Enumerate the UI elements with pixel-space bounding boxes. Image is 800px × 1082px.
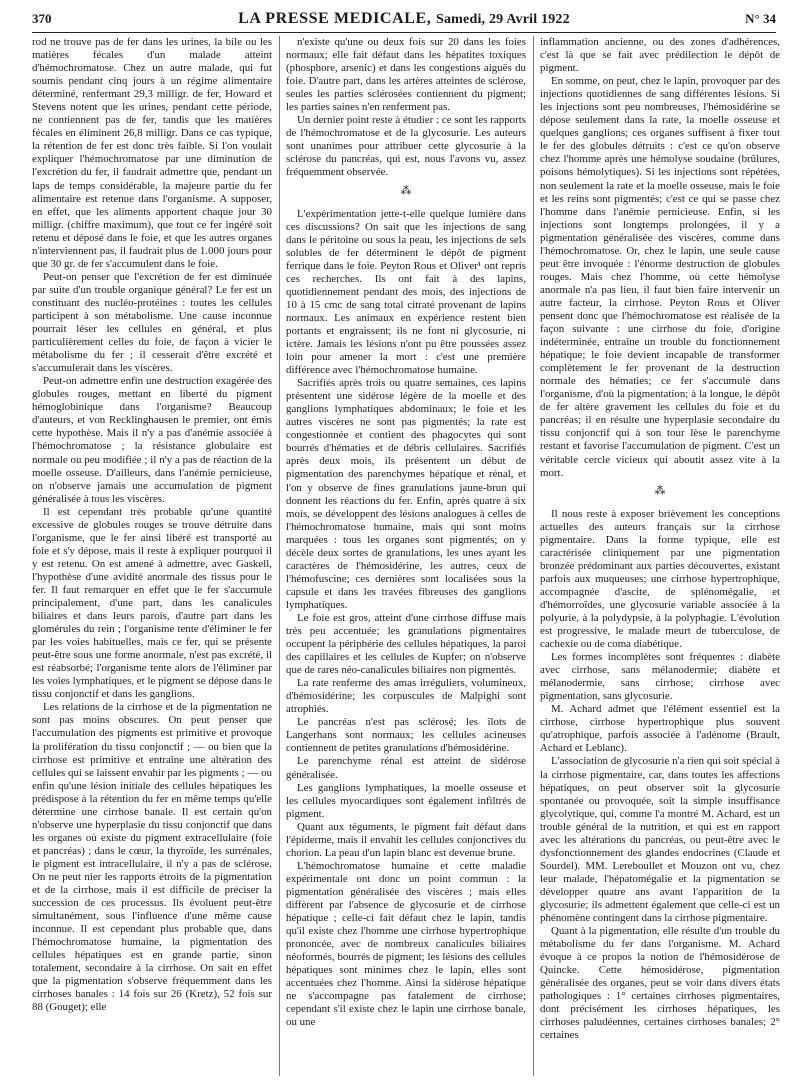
paragraph: n'existe qu'une ou deux fois sur 20 dans les foies normaux; elle fait défaut dans les hépatites toxiques (phosphore, arsenic) et dans les congestions aiguës du foie. D'autre part, dans les artères atteintes de sclérose, seules les parties sclérosées contiennent du pigment; les parties saines n'en renferment pas.: [286, 36, 526, 114]
paragraph: Les formes incomplètes sont fréquentes : diabète avec cirrhose, sans mélanodermie; diabète et mélanodermie, sans cirrhose; cirrhose avec pigmentation, sans glycosurie.: [540, 651, 780, 703]
page-number: 370: [32, 11, 52, 26]
page-header: [32, 6, 776, 33]
paragraph: Le parenchyme rénal est atteint de sidérose généralisée.: [286, 755, 526, 781]
column-1-text: [32, 36, 272, 1015]
paragraph: Il est cependant très probable qu'une quantité excessive de globules rouges se trouve détruite dans l'organisme, que le fer ainsi libéré est transporté au foie et s'y dépose, mais il reste à expliquer pourquoi il y est retenu. On est amené à admettre, avec Gaskell, l'hypothèse d'une avidité anormale des tissus pour le fer. Il faut remarquer en effet que le fer s'accumule principalement, d'une part, dans les canalicules biliaires et dans leurs parois, d'autre part dans les glomérules du rein ; l'organisme tente d'éliminer le fer par les voies habituelles, mais ce fer, qui se présente peut-être sous une forme anormale, n'est pas excrété, il est réabsorbé; l'organisme tente alors de l'éliminer par les voies lymphatiques, et le pigment se dépose dans le tissu conjonctif et dans les ganglions.: [32, 505, 272, 701]
column-2: [286, 36, 526, 1076]
paragraph: En somme, on peut, chez le lapin, provoquer par des injections quotidiennes de sang différentes lésions. Si les injections sont peu nombreuses, l'hémosidérine se dépose seulement dans la rate, la moelle osseuse et quelques ganglions; ces organes suffisent à fixer tout le fer des globules détruits : c'est ce qu'on observe chez l'homme après une hémolyse soudaine (brûlures, poisons hémolytiques). Si les injections sont répétées, non seulement la rate et la moelle osseuse, mais le foie et les reins sont pigmentés; c'est ce qui se passe chez l'homme dans l'anémie pernicieuse. Enfin, si les injections sont longtemps prolongées, il y a pigmentation généralisée des viscères, comme dans l'hémochromatose. Or, chez le lapin, une seule cause peut être invoquée : l'énorme destruction de globules rouges. Mais chez l'homme, où cette hémolyse anormale n'a pas lieu, il faut bien faire intervenir un autre facteur, la cirrhose. Peyton Rous et Oliver pensent donc que l'hémochromatose est réalisée de la façon suivante : une cirrhose du foie, d'origine indéterminée, entraîne un trouble du fonctionnement hépatique; le foie devient incapable de transformer complètement le fer provenant de la destruction normale des hématies; ce fer s'accumule dans l'organisme, d'où la pigmentation; à la longue, le dépôt de fer altère gravement les cellules du foie et du pancréas; il en résulte une hyperplasie secondaire du tissu conjonctif qui à son tour lèse le parenchyme restant et favorise l'accumulation de pigment. C'est un véritable cercle vicieux qui aboutit assez vite à la mort.: [540, 75, 780, 479]
paragraph: rod ne trouve pas de fer dans les urines, la bile ou les matières fécales d'un malade atteint d'hémochromatose. Chez un autre malade, qui fut soumis pendant cinq jours à un régime alimentaire déterminé, renfermant 29,3 milligr. de fer, Howard et Stevens notent que les urines, pendant cette période, ne contiennent pas de fer, tandis que les matières fécales en éliminent 26,8 milligr. Dans ce cas typique, la rétention de fer est donc très faible. Si l'on voulait expliquer l'hémochromatose par une diminution de l'excrétion du fer, il faudrait admettre que, pendant un laps de temps considérable, la majeure partie du fer alimentaire est retenue dans l'organisme. A supposer, en effet, que les aliments apportent chaque jour 30 milligr. (chiffre maximum), que tout ce fer ingéré soit retenu et déposé dans le foie, et que les autres organes n'interviennent pas, il faudrait plus de 1.000 jours pour que 30 gr. de fer s'accumulent dans le foie.: [32, 36, 272, 270]
paragraph: Sacrifiés après trois ou quatre semaines, ces lapins présentent une sidérose légère de la moelle et des ganglions lymphatiques abdominaux; le foie et les autres viscères ne sont pas pigmentés; la rate est congestionnée et contient des phagocytes qui sont bourrés d'hématies et de débris cellulaires. Sacrifiés après deux mois, ils présentent un début de pigmentation des parenchymes hépatique et rénal, et l'on y observe de fines granulations jaune-brun qui donnent les réactions du fer. Enfin, après quatre à six mois, se développent des lésions analogues à celles de l'hémochromatose humaine, mais qui sont moins marquées : tous les organes sont pigmentés; on y décèle deux sortes de granulations, les unes ayant les caractères de l'hémosidérine, les autres, ceux de l'hémofuscine; ces dernières sont localisées sous la capsule et dans les travées fibreuses des ganglions lymphatiques.: [286, 377, 526, 611]
journal-name: LA PRESSE MEDICALE,: [238, 10, 432, 27]
paragraph: Les ganglions lymphatiques, la moelle osseuse et les cellules myocardiques sont également infiltrés de pigment.: [286, 781, 526, 820]
paragraph: Peut-on penser que l'excrétion de fer est diminuée par suite d'un trouble organique général? Le fer est un constituant des nucléo-protéines : toutes les cellules participent à son métabolisme. Une cause inconnue pourrait léser les cellules en général, et plus particulièrement celles du foie, de façon à vicier le métabolisme du fer ; il cesserait d'être excrété et s'accumulerait dans les viscères.: [32, 270, 272, 375]
paragraph: L'association de glycosurie n'a rien qui soit spécial à la cirrhose pigmentaire, car, dans toutes les affections hépatiques, on peut observer soit la glycosurie spontanée ou provoquée, soit la simple insuffisance glycolytique, qui, comme l'a montré M. Achard, est un trouble général de la nutrition, et qui est en rapport avec les altérations du pancréas, ou peut-être avec le dysfonctionnement des glandes endocrines (Claude et Sourdel). MM. Lereboullet et Mouzon ont vu, chez leur malade, l'hépatomégalie et la pigmentation se développer quatre ans avant l'apparition de la glycosurie; ils admettent également que celle-ci est un phénomène contingent dans la cirrhose pigmentaire.: [540, 755, 780, 925]
column-3-text-top: [540, 36, 780, 480]
journal-title: [92, 10, 716, 28]
section-ornament: ⁂: [400, 184, 412, 197]
column-divider: [533, 36, 534, 1076]
issue-date: Samedi, 29 Avril 1922: [436, 12, 570, 27]
paragraph: Quant aux téguments, le pigment fait défaut dans l'épiderme, mais il envahit les cellules conjonctives du chorion. La peau d'un lapin blanc est devenue brune.: [286, 820, 526, 859]
paragraph: inflammation ancienne, ou des zones d'adhérences, c'est là que se fait avec prédilection le dépôt de pigment.: [540, 36, 780, 75]
article-body: [32, 36, 780, 1076]
paragraph: Un dernier point reste à étudier : ce sont les rapports de l'hémochromatose et de la glycosurie. Les auteurs sont unanimes pour attribuer cette glycosurie à la sclérose du pancréas, qui est, nous l'avons vu, assez fréquemment observée.: [286, 114, 526, 179]
paragraph: Peut-on admettre enfin une destruction exagérée des globules rouges, mettant en liberté du pigment hémoglobinique dans l'organisme? Beaucoup d'auteurs, et von Recklinghausen le premier, ont émis cette hypothèse. Mais il n'y a pas d'anémie associée à l'hémochromatose ; la résistance globulaire est normale ou peu modifiée ; il n'y a pas de réaction de la moelle osseuse. D'ailleurs, dans l'anémie pernicieuse, on n'observe jamais une accumulation de pigment généralisée à tous les viscères.: [32, 375, 272, 505]
paragraph: Le pancréas n'est pas sclérosé; les îlots de Langerhans sont normaux; les cellules acineuses contiennent de petites granulations d'hémosidérine.: [286, 716, 526, 755]
paragraph: La rate renferme des amas irréguliers, volumineux, d'hémosidérine; les corpuscules de Malpighi sont atrophiés.: [286, 677, 526, 716]
paragraph: Quant à la pigmentation, elle résulte d'un trouble du métabolisme du fer dans l'organisme. M. Achard évoque à ce propos la notion de l'hémosidérose de Quincke. Cette hémosidérose, pigmentation généralisée des organes, peut se voir dans divers états pathologiques : 1° certaines cirrhoses pigmentaires, dont précisément les cirrhoses hépatiques, les cirrhoses paludéennes, certaines cirrhoses banales; 2° certaines: [540, 925, 780, 1042]
paragraph: M. Achard admet que l'élément essentiel est la cirrhose, cirrhose hypertrophique plus souvent qu'atrophique, parfois associée à l'adénome (Brault, Achard et Leblanc).: [540, 703, 780, 755]
paragraph: Les relations de la cirrhose et de la pigmentation ne sont pas moins obscures. On peut penser que l'accumulation des pigments est primitive et provoque la prolifération du tissu conjonctif ; — ou bien que la cirrhose est primitive et entraîne une altération des cellules qui se laissent envahir par les pigments ; — ou enfin qu'une lésion initiale des cellules hépatiques les prédispose à la rétention du fer en même temps qu'elle détermine une cirrhose banale. Il est certain qu'on n'observe une hyperplasie du tissu conjonctif que dans les organes où existe du pigment extracellulaire (foie et pancréas) ; dans le cœur, la thyroïde, les surrénales, le pigment est intracellulaire, il n'y a pas de sclérose. On ne peut nier les rapports étroits de la pigmentation et de la cirrhose, mais il est difficile de préciser la succession de ces processus. Ils évoluent peut-être simultanément, sous l'influence d'une même cause inconnue. Il est cependant plus probable que, dans l'hémochromatose humaine, la pigmentation des cellules hépatiques est en grande partie, sinon totalement, secondaire à la cirrhose. On sait en effet que la pigmentation s'observe fréquemment dans les cirrhoses banales : 14 fois sur 26 (Kretz), 52 fois sur 88 (Gouget); elle: [32, 701, 272, 1014]
column-2-text-top: [286, 36, 526, 180]
paragraph: Il nous reste à exposer brièvement les conceptions actuelles des auteurs français sur la cirrhose pigmentaire. Dans la forme typique, elle est caractérisée cliniquement par une pigmentation bronzée prédominant aux parties découvertes, existant parfois aux muqueuses; une cirrhose hypertrophique, accompagnée d'ascite, de splénomégalie, et d'hémorroïdes, une glycosurie variable associée à la polyurie, à la polydypsie, à la polyphagie. L'évolution est progressive, le malade meurt de tuberculose, de cachexie ou de coma diabétique.: [540, 507, 780, 651]
column-3-text-bottom: [540, 508, 780, 1043]
paragraph: L'hémochromatose humaine et cette maladie expérimentale ont donc un point commun : la pigmentation généralisée des viscères ; mais elles diffèrent par l'absence de glycosurie et de cirrhose hépatique ; celle-ci fait défaut chez le lapin, tandis qu'il existe chez l'homme une cirrhose hypertrophique prononcée, avec de nombreux canalicules biliaires néoformés, bourrés de pigment; les lésions des cellules hépatiques sont minimes chez le lapin, elles sont accentuées chez l'homme. Ainsi la sidérose hépatique ne s'accompagne pas fatalement de cirrhose; cependant s'il existe chez le lapin une cirrhose banale, ou une: [286, 859, 526, 1029]
column-divider: [279, 36, 280, 1076]
section-ornament: ⁂: [654, 484, 666, 497]
column-2-text-bottom: [286, 208, 526, 1030]
issue-number: N° 34: [745, 11, 776, 26]
column-1: [32, 36, 272, 1076]
paragraph: L'expérimentation jette-t-elle quelque lumière dans ces discussions? On sait que les injections de sang dans le péritoine ou sous la peau, les injections de sels solubles de fer déterminent le dépôt de pigment ferrique dans le foie. Peyton Rous et Oliver¹ ont repris ces recherches. Ils ont fait à des lapins, quotidiennement pendant des mois, des injections de 10 à 15 cmc de sang total citraté provenant de lapins normaux. Les animaux en expérience restent bien portants et engraissent; ils ne font ni glycosurie, ni ictère. Jamais les lésions n'ont pu être poussées assez loin pour amener la mort : c'est une première différence avec l'hémochromatose humaine.: [286, 207, 526, 377]
paragraph: Le foie est gros, atteint d'une cirrhose diffuse mais très peu accentuée; les granulations pigmentaires occupent la périphérie des cellules hépatiques, la paroi des capillaires et les cellules de Kupfer; on n'observe que de rares néo-canalicules biliaires non pigmentés.: [286, 611, 526, 677]
column-3: [540, 36, 780, 1076]
